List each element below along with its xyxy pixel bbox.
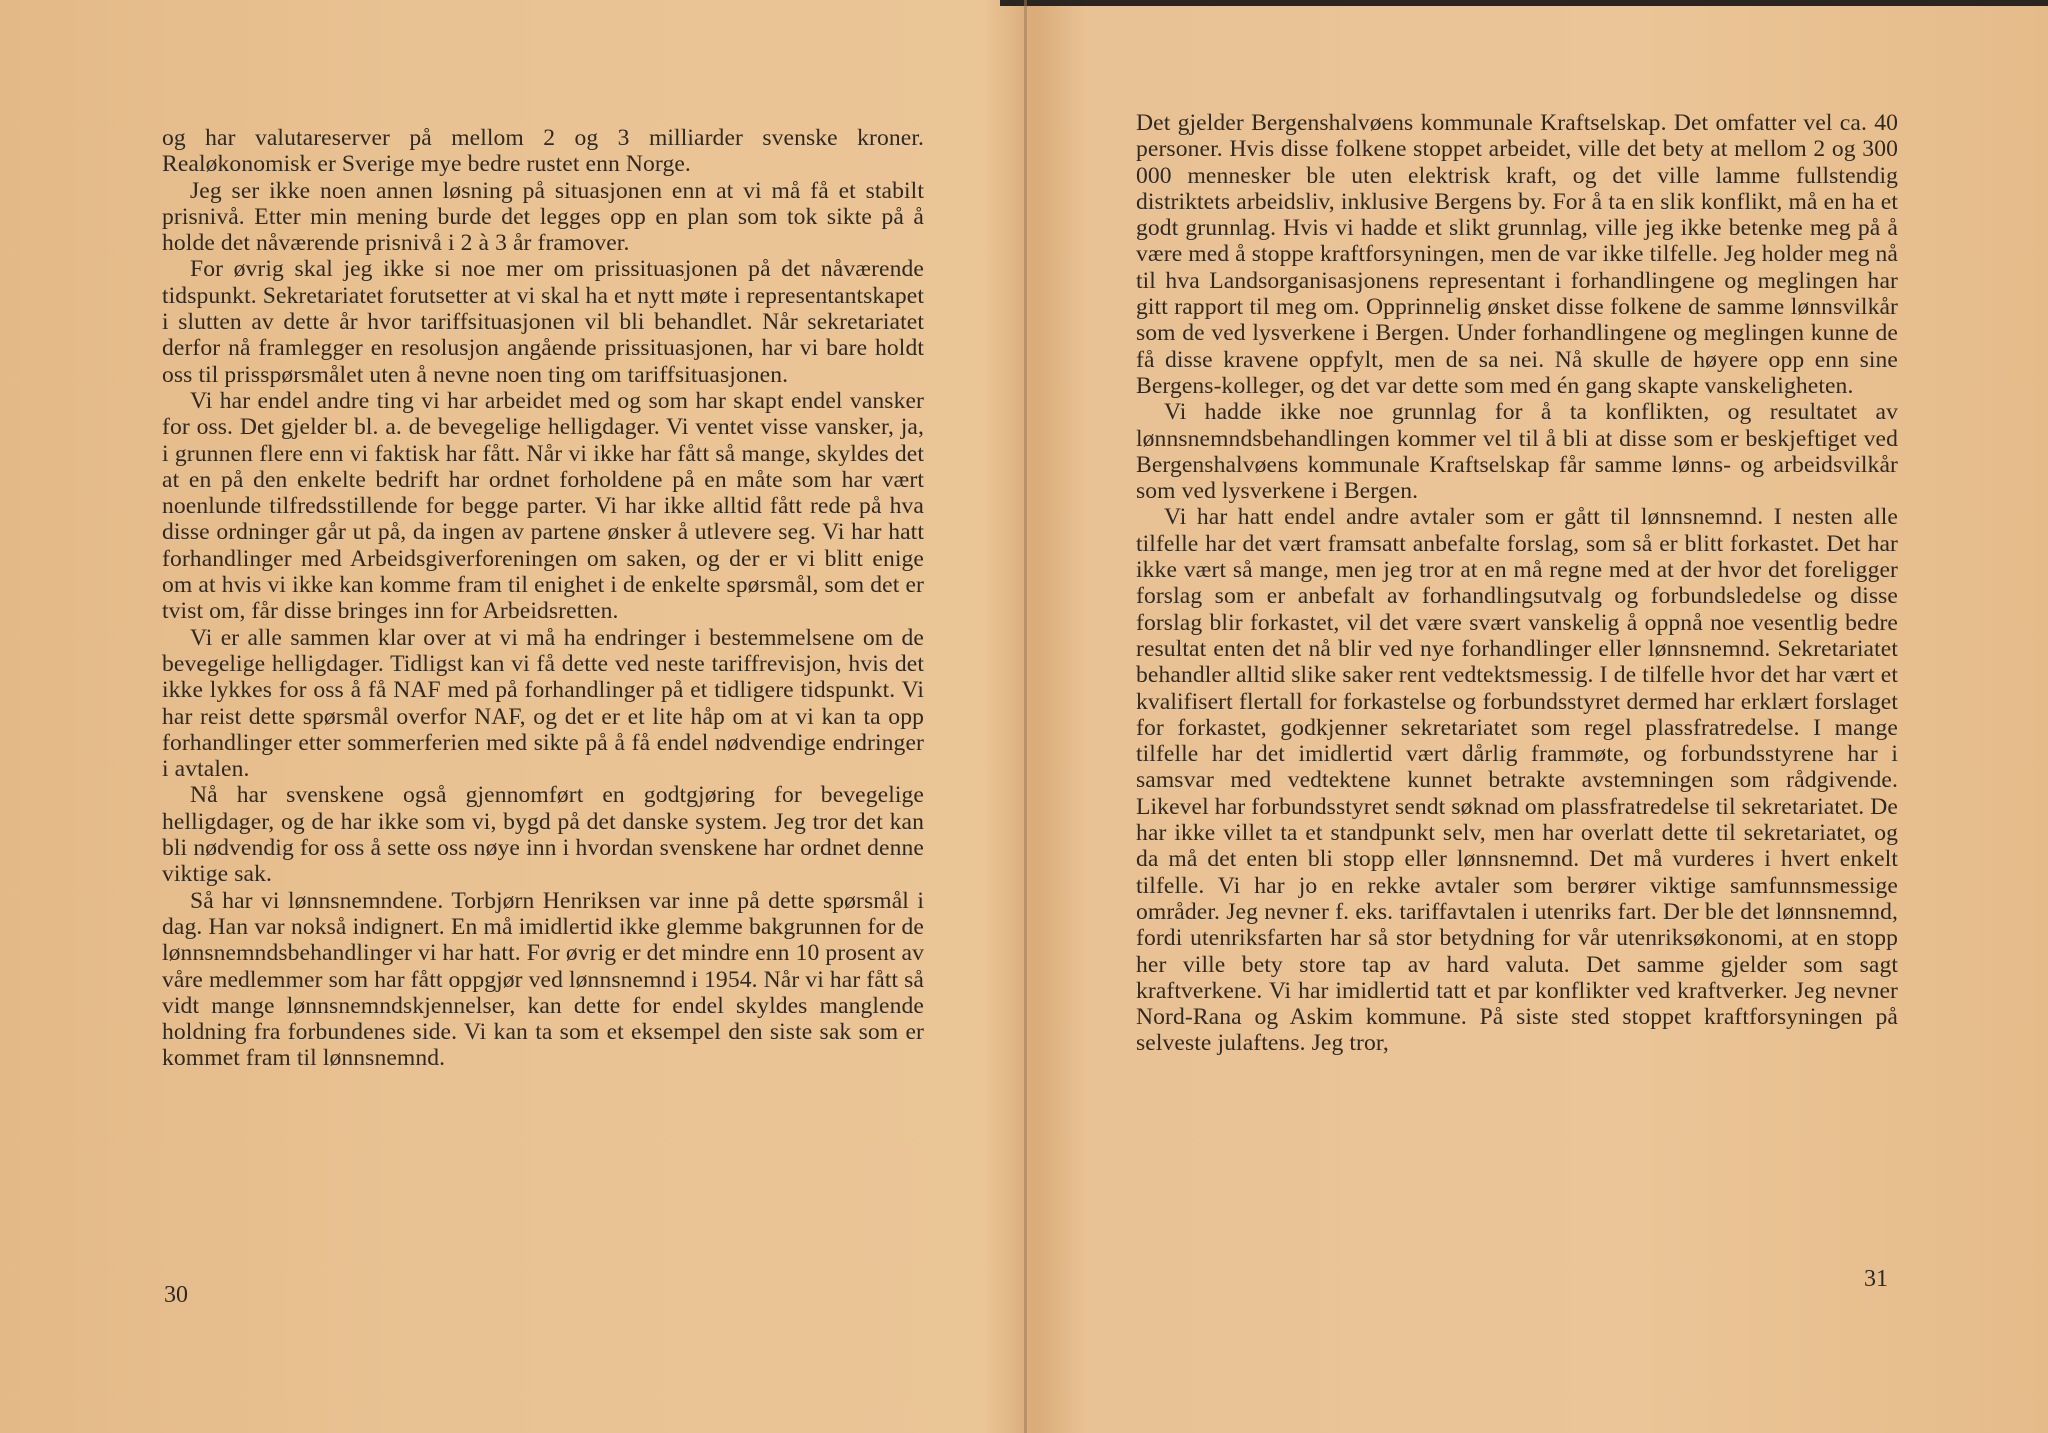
book-gutter	[1024, 0, 1027, 1433]
paragraph: For øvrig skal jeg ikke si noe mer om prissituasjonen på det nåværende tidspunkt. Sekretariatet forutsetter at vi skal ha et nytt møte i representantskapet i slutten av dette år hvor tariffsituasjonen vil bli behandlet. Når sekretariatet derfor nå framlegger en resolusjon angående prissituasjonen, har vi bare holdt oss til prisspørsmålet uten å nevne noen ting om tariffsituasjonen.	[162, 256, 924, 388]
paragraph: Nå har svenskene også gjennomført en godtgjøring for bevegelige helligdager, og de har ikke som vi, bygd på det danske system. Jeg tror det kan bli nødvendig for oss å sette oss nøye inn i hvordan svenskene har ordnet denne viktige sak.	[162, 782, 924, 888]
top-shadow-band	[1000, 0, 2048, 6]
paragraph: Så har vi lønnsnemndene. Torbjørn Henriksen var inne på dette spørsmål i dag. Han var nokså indignert. En må imidlertid ikke glemme bakgrunnen for de lønnsnemndsbehandlinger vi har hatt. For øvrig er det mindre enn 10 prosent av våre medlemmer som har fått oppgjør ved lønnsnemnd i 1954. Når vi har fått så vidt mange lønnsnemndskjennelser, kan dette for endel skyldes manglende holdning fra forbundenes side. Vi kan ta som et eksempel den siste sak som er kommet fram til lønnsnemnd.	[162, 887, 924, 1072]
paragraph: og har valutareserver på mellom 2 og 3 milliarder svenske kroner. Realøkonomisk er Sverige mye bedre rustet enn Norge.	[162, 125, 924, 178]
paragraph: Vi hadde ikke noe grunnlag for å ta konflikten, og resultatet av lønnsnemndsbehandlingen kommer vel til å bli at disse som er beskjeftiget ved Bergenshalvøens kommunale Kraftselskap får samme lønns- og arbeidsvilkår som ved lysverkene i Bergen.	[1136, 399, 1898, 505]
paragraph: Jeg ser ikke noen annen løsning på situasjonen enn at vi må få et stabilt prisnivå. Etter min mening burde det legges opp en plan som tok sikte på å holde det nåværende prisnivå i 2 à 3 år framover.	[162, 177, 924, 257]
paragraph: Det gjelder Bergenshalvøens kommunale Kraftselskap. Det omfatter vel ca. 40 personer. Hvis disse folkene stoppet arbeidet, ville det bety at mellom 2 og 300 000 mennesker ble uten elektrisk kraft, og det ville lamme fullstendig distriktets arbeidsliv, inklusive Bergens by. For å ta en slik konflikt, må en ha et godt grunnlag. Hvis vi hadde et slikt grunnlag, ville jeg ikke betenke meg på å være med å stoppe kraftforsyningen, men de var ikke tilfelle. Jeg holder meg nå til hva Landsorganisasjonens representant i forhandlingene og meglingen har gitt rapport til meg om. Opprinnelig ønsket disse folkene de samme lønnsvilkår som de ved lysverkene i Bergen. Under forhandlingene og meglingen kunne de få disse kravene oppfylt, men de sa nei. Nå skulle de høyere opp enn sine Bergens-kolleger, og det var dette som med én gang skapte vanskeligheten.	[1136, 110, 1899, 399]
left-page	[162, 125, 924, 1072]
page-number-right: 31	[1864, 1266, 1888, 1292]
paragraph: Vi har hatt endel andre avtaler som er gått til lønnsnemnd. I nesten alle tilfelle har det vært framsatt anbefalte forslag, som så er blitt forkastet. Det har ikke vært så mange, men jeg tror at en må regne med at der hvor det foreligger forslag som er anbefalt av forhandlingsutvalg og forbundsledelse og disse forslag blir forkastet, vil det være svært vanskelig å oppnå noe vesentlig bedre resultat enten det nå blir ved nye forhandlinger eller lønnsnemnd. Sekretariatet behandler alltid slike saker rent vedtektsmessig. I de tilfelle hvor det har vært et kvalifisert flertall for forkastelse og forbundsstyret dermed har erklært forslaget for forkastet, godkjenner sekretariatet som regel plassfratredelse. I mange tilfelle har det imidlertid vært dårlig frammøte, og forbundsstyrene har i samsvar med vedtektene kunnet betrakte avstemningen som rådgivende. Likevel har forbundsstyret sendt søknad om plassfratredelse til sekretariatet. De har ikke villet ta et standpunkt selv, men har overlatt dette til sekretariatet, og da må det enten bli stopp eller lønnsnemnd. Det må vurderes i hvert enkelt tilfelle. Vi har jo en rekke avtaler som berører viktige samfunnsmessige områder. Jeg nevner f. eks. tariffavtalen i utenriks fart. Der ble det lønnsnemnd, fordi utenriksfarten har så stor betydning for vår utenriksøkonomi, at en stopp her ville bety store tap av hard valuta. Det samme gjelder som sagt kraftverkene. Vi har imidlertid tatt et par konflikter ved kraftverker. Jeg nevner Nord-Rana og Askim kommune. På siste sted stoppet kraftforsyningen på selveste julaftens. Jeg tror,	[1136, 504, 1898, 1057]
right-page	[1136, 110, 1898, 1057]
paragraph: Vi har endel andre ting vi har arbeidet med og som har skapt endel vansker for oss. Det gjelder bl. a. de bevegelige helligdager. Vi ventet visse vansker, ja, i grunnen flere enn vi faktisk har fått. Når vi ikke har fått så mange, skyldes det at en på den enkelte bedrift har ordnet forholdene på en måte som har vært noenlunde tilfredsstillende for begge parter. Vi har ikke alltid fått rede på hva disse ordninger går ut på, da ingen av partene ønsker å utlevere seg. Vi har hatt forhandlinger med Arbeidsgiverforeningen om saken, og der er vi blitt enige om at hvis vi ikke kan komme fram til enighet i de enkelte spørsmål, som det er tvist om, får disse bringes inn for Arbeidsretten.	[162, 387, 924, 625]
paragraph: Vi er alle sammen klar over at vi må ha endringer i bestemmelsene om de bevegelige helligdager. Tidligst kan vi få dette ved neste tariffrevisjon, hvis det ikke lykkes for oss å få NAF med på forhandlinger på et tidligere tidspunkt. Vi har reist dette spørsmål overfor NAF, og det er et lite håp om at vi kan ta opp forhandlinger etter sommerferien med sikte på å få endel nødvendige endringer i avtalen.	[162, 624, 924, 783]
page-number-left: 30	[164, 1282, 188, 1308]
